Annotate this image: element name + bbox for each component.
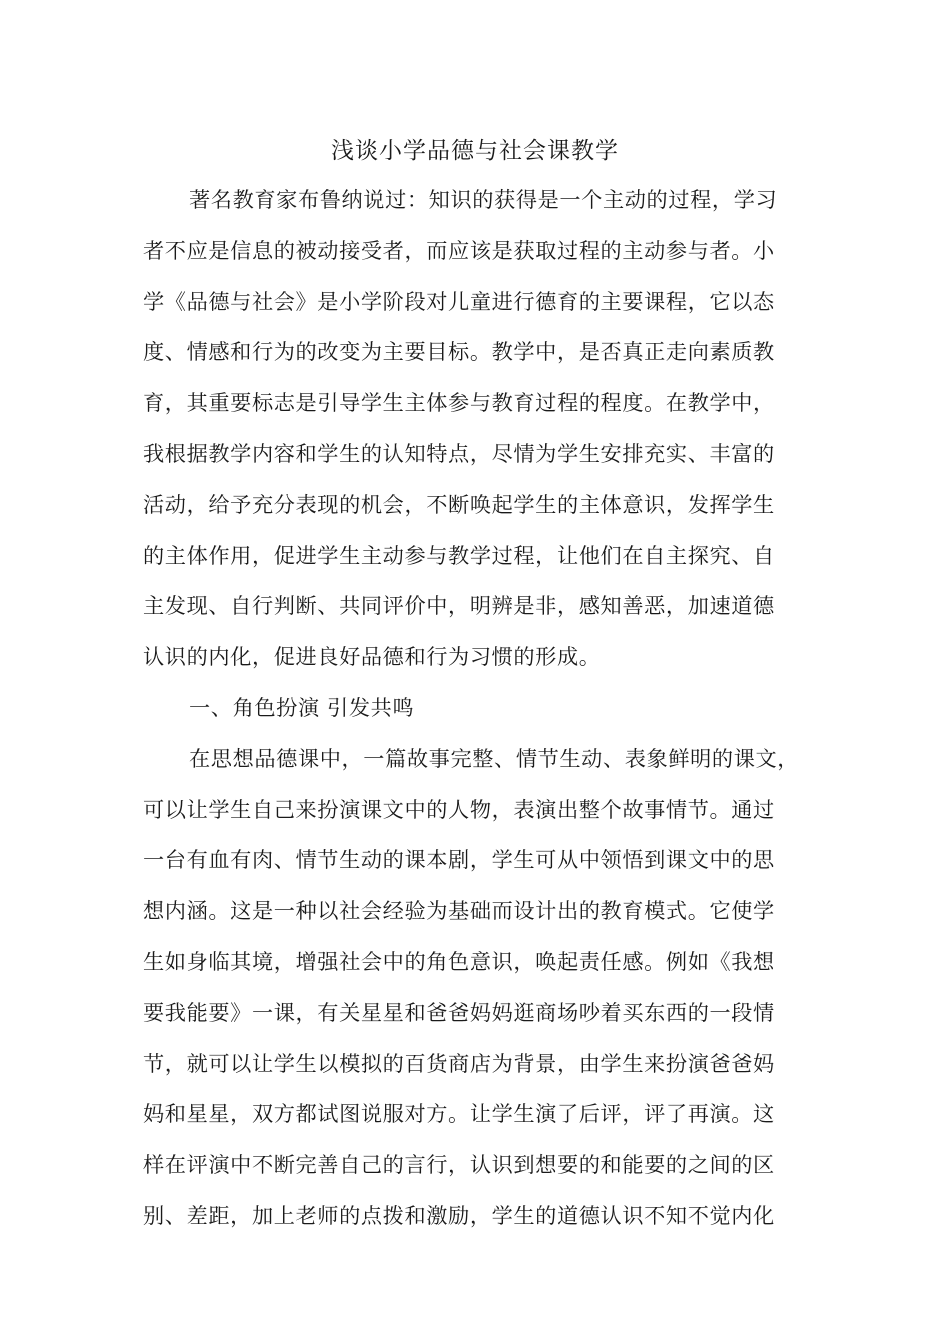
- text-line: 我根据教学内容和学生的认知特点，尽情为学生安排充实、丰富的: [143, 440, 775, 466]
- text-line: 可以让学生自己来扮演课文中的人物，表演出整个故事情节。通过: [143, 796, 775, 822]
- text-line: 度、情感和行为的改变为主要目标。教学中，是否真正走向素质教: [143, 339, 775, 365]
- text-line: 生如身临其境，增强社会中的角色意识，唤起责任感。例如《我想: [143, 948, 775, 974]
- text-line: 一台有血有肉、情节生动的课本剧，学生可从中领悟到课文中的思: [143, 847, 775, 873]
- text-line: 活动，给予充分表现的机会，不断唤起学生的主体意识，发挥学生: [143, 491, 775, 517]
- document-body: [143, 182, 813, 1249]
- text-line: 著名教育家布鲁纳说过：知识的获得是一个主动的过程，学习: [189, 187, 778, 212]
- text-line: 在思想品德课中，一篇故事完整、情节生动、表象鲜明的课文，: [189, 745, 800, 771]
- text-line: 节，就可以让学生以模拟的百货商店为背景，由学生来扮演爸爸妈: [143, 1050, 775, 1076]
- text-line: 要我能要》一课，有关星星和爸爸妈妈逛商场吵着买东西的一段情: [143, 999, 775, 1025]
- text-line: 别、差距，加上老师的点拨和激励，学生的道德认识不知不觉内化: [143, 1202, 775, 1228]
- text-line: 样在评演中不断完善自己的言行，认识到想要的和能要的之间的区: [143, 1152, 775, 1178]
- document-title: 浅谈小学品德与社会课教学: [331, 138, 619, 164]
- text-line: 妈和星星，双方都试图说服对方。让学生演了后评，评了再演。这: [143, 1101, 775, 1127]
- text-line: 者不应是信息的被动接受者，而应该是获取过程的主动参与者。小: [143, 237, 775, 263]
- text-line: 育，其重要标志是引导学生主体参与教育过程的程度。在教学中，: [143, 390, 775, 416]
- text-line: 想内涵。这是一种以社会经验为基础而设计出的教育模式。它使学: [143, 898, 775, 924]
- text-line: 认识的内化，促进良好品德和行为习惯的形成。: [143, 644, 601, 670]
- text-line: 的主体作用，促进学生主动参与教学过程，让他们在自主探究、自: [143, 542, 775, 568]
- section-heading: 一、角色扮演 引发共鸣: [189, 694, 415, 720]
- text-line: 学《品德与社会》是小学阶段对儿童进行德育的主要课程，它以态: [143, 288, 775, 314]
- text-line: 主发现、自行判断、共同评价中，明辨是非，感知善恶，加速道德: [143, 593, 775, 619]
